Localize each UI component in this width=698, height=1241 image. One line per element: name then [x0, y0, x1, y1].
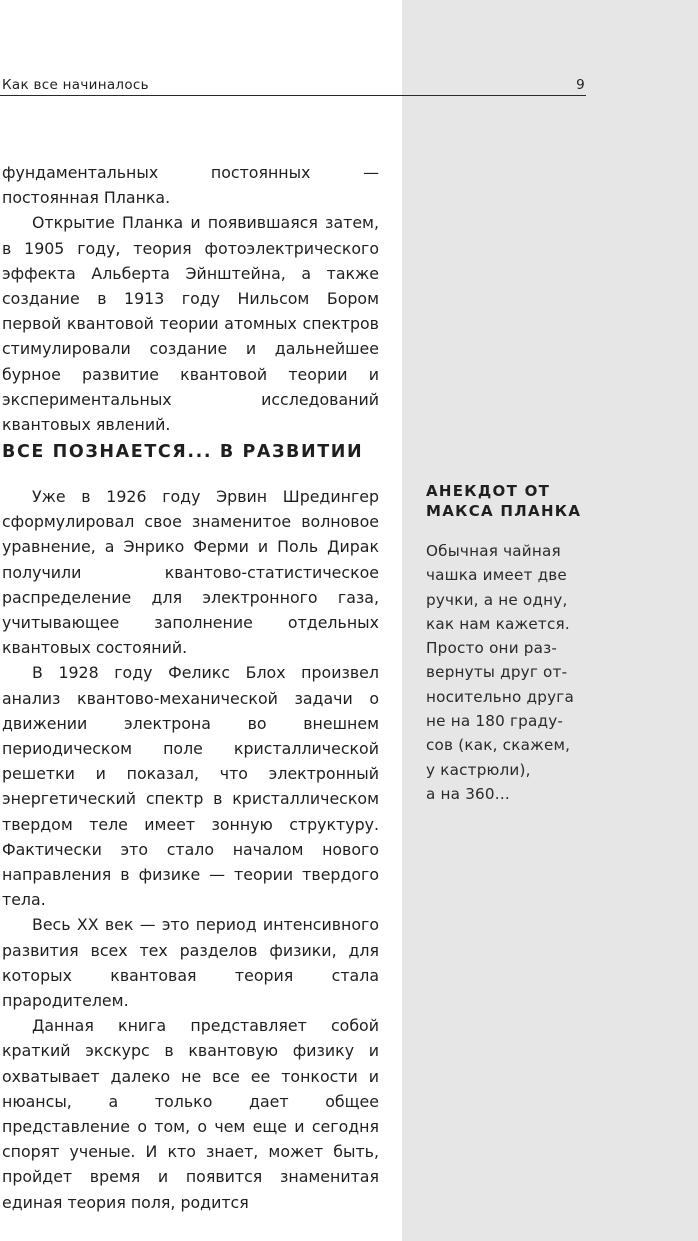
- header-rule: [0, 95, 586, 96]
- sidebar-line: у кастрюли),: [426, 760, 531, 779]
- paragraph: Данная книга представляет собой краткий экскурс в квантовую физику и охватывает далеко не все ее тонкости и нюансы, а только дает общее представление о том, о чем еще и сегодня спорят ученые. И кто знает, может быть, пройдет время и появится знаменитая единая теория поля, родится: [2, 1016, 379, 1212]
- paragraph: В 1928 году Феликс Блох произвел анализ квантово-механической задачи о движении электрона во внешнем периодическом поле кристаллической решетки и показал, что электронный энергетический спектр в кристаллическом твердом теле имеет зонную структуру. Фактически это стало началом нового направления в физике — теории твердого тела.: [2, 663, 379, 910]
- sidebar-line: а на 360...: [426, 784, 510, 803]
- paragraph: Открытие Планка и появившаяся затем, в 1905 году, теория фотоэлектрического эффекта Альберта Эйнштейна, а также создание в 1913 году Нильсом Бором первой квантовой теории атомных спектров стимулировали создание и дальнейшее бурное развитие квантовой теории и экспериментальных исследований квантовых явлений.: [2, 213, 379, 435]
- sidebar-title-line: АНЕКДОТ ОТ: [426, 482, 551, 500]
- sidebar-line: сов (как, скажем,: [426, 736, 571, 755]
- sidebar-line: чашка имеет две: [426, 566, 567, 585]
- text-block-intro: [2, 160, 379, 437]
- section-title: Как все начиналось: [2, 77, 149, 93]
- sidebar-line: вернуты друг от-: [426, 663, 568, 682]
- sidebar-title: [426, 481, 626, 521]
- sidebar-line: не на 180 граду-: [426, 712, 564, 731]
- sidebar-line: Просто они раз-: [426, 639, 558, 658]
- running-head: [2, 76, 585, 95]
- sidebar-anecdote-text: [426, 539, 596, 806]
- paragraph: Уже в 1926 году Эрвин Шредингер сформулировал свое знаменитое волновое уравнение, а Энрико Ферми и Поль Дирак получили квантово-статистическое распределение для электронного газа, учитывающее заполнение отдельных квантовых состояний.: [2, 487, 379, 658]
- text-block-development: [2, 484, 379, 1215]
- sidebar-line: носительно друга: [426, 687, 574, 706]
- page-number: 9: [576, 77, 585, 93]
- paragraph: Весь XX век — это период интенсивного развития всех тех разделов физики, для которых квантовая теория стала прародителем.: [2, 915, 379, 1011]
- sidebar-line: Обычная чайная: [426, 542, 561, 560]
- section-heading: ВСЕ ПОЗНАЕТСЯ... В РАЗВИТИИ: [2, 442, 364, 462]
- sidebar-line: ручки, а не одну,: [426, 590, 568, 609]
- sidebar-title-line: МАКСА ПЛАНКА: [426, 502, 582, 520]
- sidebar-line: как нам кажется.: [426, 614, 570, 633]
- paragraph: фундаментальных постоянных — постоянная Планка.: [2, 163, 379, 208]
